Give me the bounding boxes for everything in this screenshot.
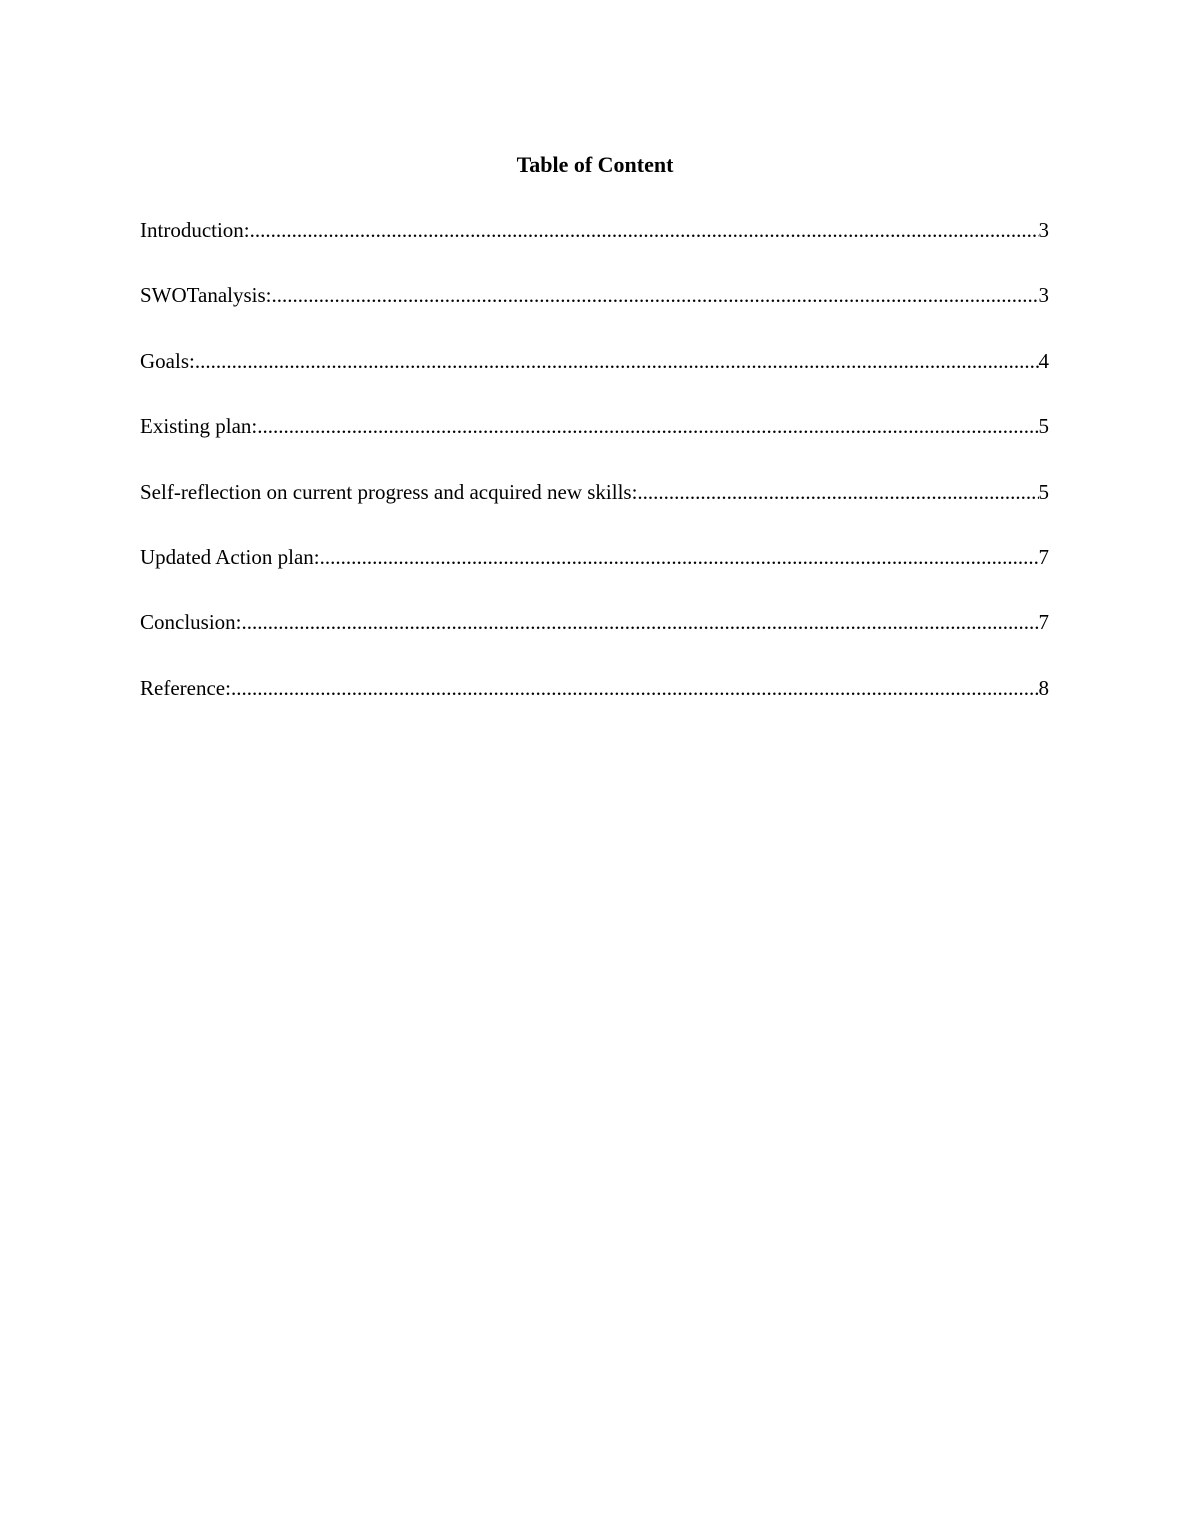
toc-page-number: 8 [1038, 675, 1049, 700]
toc-page-number: 4 [1038, 348, 1049, 373]
toc-entry-reference[interactable] [140, 673, 1049, 738]
toc-page-number: 5 [1038, 414, 1049, 439]
toc-entry-goals[interactable] [140, 346, 1049, 411]
toc-dot-leader [320, 542, 1039, 572]
toc-dot-leader [195, 346, 1039, 376]
toc-dot-leader [637, 477, 1038, 507]
toc-page-number: 7 [1038, 610, 1049, 635]
toc-entry-label: SWOTanalysis: [140, 283, 272, 308]
toc-entry-self-reflection[interactable] [140, 477, 1049, 542]
toc-page-number: 7 [1038, 544, 1049, 569]
toc-entry-label: Updated Action plan: [140, 544, 320, 569]
toc-entry-label: Goals: [140, 348, 195, 373]
toc-page-number: 5 [1038, 479, 1049, 504]
toc-dot-leader [250, 215, 1039, 245]
toc-entry-label: Introduction: [140, 218, 250, 242]
toc-entry-swot-analysis[interactable] [140, 280, 1049, 345]
toc-entry-updated-action-plan[interactable] [140, 542, 1049, 607]
toc-page-number: 3 [1038, 218, 1049, 242]
toc-entry-label: Reference: [140, 675, 231, 700]
toc-entry-existing-plan[interactable] [140, 411, 1049, 476]
toc-entry-label: Conclusion: [140, 610, 242, 635]
toc-dot-leader [231, 673, 1039, 703]
toc-dot-leader [272, 280, 1039, 310]
toc-entry-introduction[interactable] [140, 215, 1049, 280]
toc-entry-label: Self-reflection on current progress and acquired new skills: [140, 479, 638, 504]
toc-dot-leader [242, 607, 1039, 637]
toc-page-number: 3 [1038, 283, 1049, 308]
toc-list [140, 215, 1049, 738]
toc-dot-leader [257, 411, 1038, 441]
toc-entry-conclusion[interactable] [140, 607, 1049, 672]
toc-title: Table of Content [516, 152, 674, 177]
toc-entry-label: Existing plan: [140, 414, 258, 439]
